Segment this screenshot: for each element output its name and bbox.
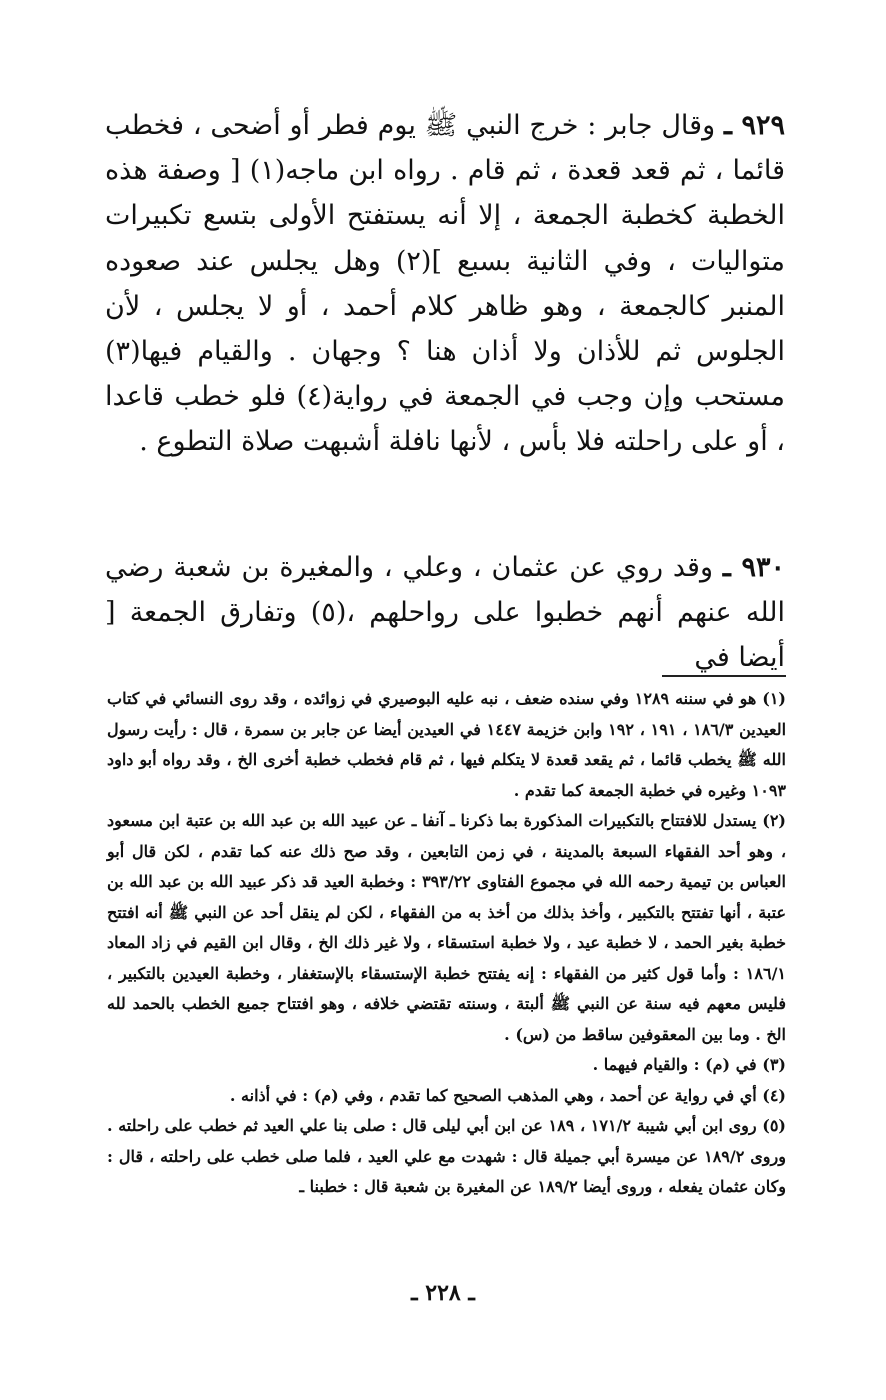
paragraph-930 bbox=[105, 545, 785, 681]
paragraph-929 bbox=[105, 103, 785, 465]
footnote-3: (٣) في (م) : والقيام فيهما . bbox=[592, 1055, 786, 1074]
page-number: ـ ٢٢٨ ـ bbox=[411, 1280, 475, 1306]
footnote-2: (٢) يستدل للافتتاح بالتكبيرات المذكورة بما ذكرنا ـ آنفا ـ عن عبيد الله بن عبد الله بن عتبة ابن مسعود ، وهو أحد الفقهاء السبعة بالمدينة ، في زمن التابعين ، وقد صح ذلك عنه كما تقدم ، لكن قال أبو العباس بن تيمية رحمه الله في مجموع الفتاوى ٣٩٣/٢٢ : وخطبة العيد قد ذكر عبيد الله بن عبد الله بن عتبة ، أنها تفتتح بالتكبير ، وأخذ بذلك من أخذ به من الفقهاء ، لكن لم ينقل أحد عن النبي ﷺ أنه افتتح خطبة بغير الحمد ، لا خطبة عيد ، ولا خطبة استسقاء ، ولا غير ذلك الخ ، وقال ابن القيم في زاد المعاد ١٨٦/١ : وأما قول كثير من الفقهاء : إنه يفتتح خطبة الإستسقاء بالإستغفار ، وخطبة العيدين بالتكبير ، فليس معهم فيه سنة عن النبي ﷺ ألبتة ، وسنته تقتضي خلافه ، وهو افتتاح جميع الخطب بالحمد لله الخ . وما بين المعقوفين ساقط من (س) . bbox=[107, 811, 787, 1044]
footnote-divider bbox=[662, 675, 786, 677]
paragraph-number: ٩٢٩ ـ bbox=[723, 110, 785, 141]
footnote-4: (٤) أي في رواية عن أحمد ، وهي المذهب الصحيح كما تقدم ، وفي (م) : في أذانه . bbox=[229, 1085, 786, 1105]
paragraph-text: وقد روي عن عثمان ، وعلي ، والمغيرة بن شعبة رضي الله عنهم أنهم خطبوا على رواحلهم ،(٥) وتفارق الجمعة [ أيضا في bbox=[105, 552, 785, 674]
paragraph-text: وقال جابر : خرج النبي ﷺ يوم فطر أو أضحى ، فخطب قائما ، ثم قعد قعدة ، ثم قام . رواه ابن ماجه(١) [ وصفة هذه الخطبة كخطبة الجمعة ، إلا أنه يستفتح الأولى بتسع تكبيرات متواليات ، وفي الثانية بسبع ](٢) وهل يجلس عند صعوده المنبر كالجمعة ، وهو ظاهر كلام أحمد ، أو لا يجلس ، لأن الجلوس ثم للأذان ولا أذان هنا ؟ وجهان . والقيام فيها(٣) مستحب وإن وجب في الجمعة في رواية(٤) فلو خطب قاعدا ، أو على راحلته فلا بأس ، لأنها نافلة أشبهت صلاة التطوع . bbox=[105, 110, 785, 458]
paragraph-number: ٩٣٠ ـ bbox=[722, 552, 785, 583]
footnote-5: (٥) روى ابن أبي شيبة ١٧١/٢ ، ١٨٩ عن ابن أبي ليلى قال : صلى بنا علي العيد ثم خطب على راحلته . وروى ١٨٩/٢ عن ميسرة أبي جميلة قال : شهدت مع علي العيد ، فلما صلى خطب على راحلته ، قال : وكان عثمان يفعله ، وروى أيضا ١٨٩/٢ عن المغيرة بن شعبة قال : خطبنا ـ bbox=[107, 1116, 786, 1196]
footnotes bbox=[107, 684, 786, 1203]
footnote-1: (١) هو في سننه ١٢٨٩ وفي سنده ضعف ، نبه عليه البوصيري في زوائده ، وقد روى النسائي في كتاب العيدين ١٨٦/٣ ، ١٩١ ، ١٩٢ وابن خزيمة ١٤٤٧ في العيدين أيضا عن جابر بن سمرة ، قال : رأيت رسول الله ﷺ يخطب قائما ، ثم يقعد قعدة لا يتكلم فيها ، ثم قام فخطب خطبة أخرى الخ ، وقد رواه أبو داود ١٠٩٣ وغيره في خطبة الجمعة كما تقدم . bbox=[107, 689, 787, 800]
